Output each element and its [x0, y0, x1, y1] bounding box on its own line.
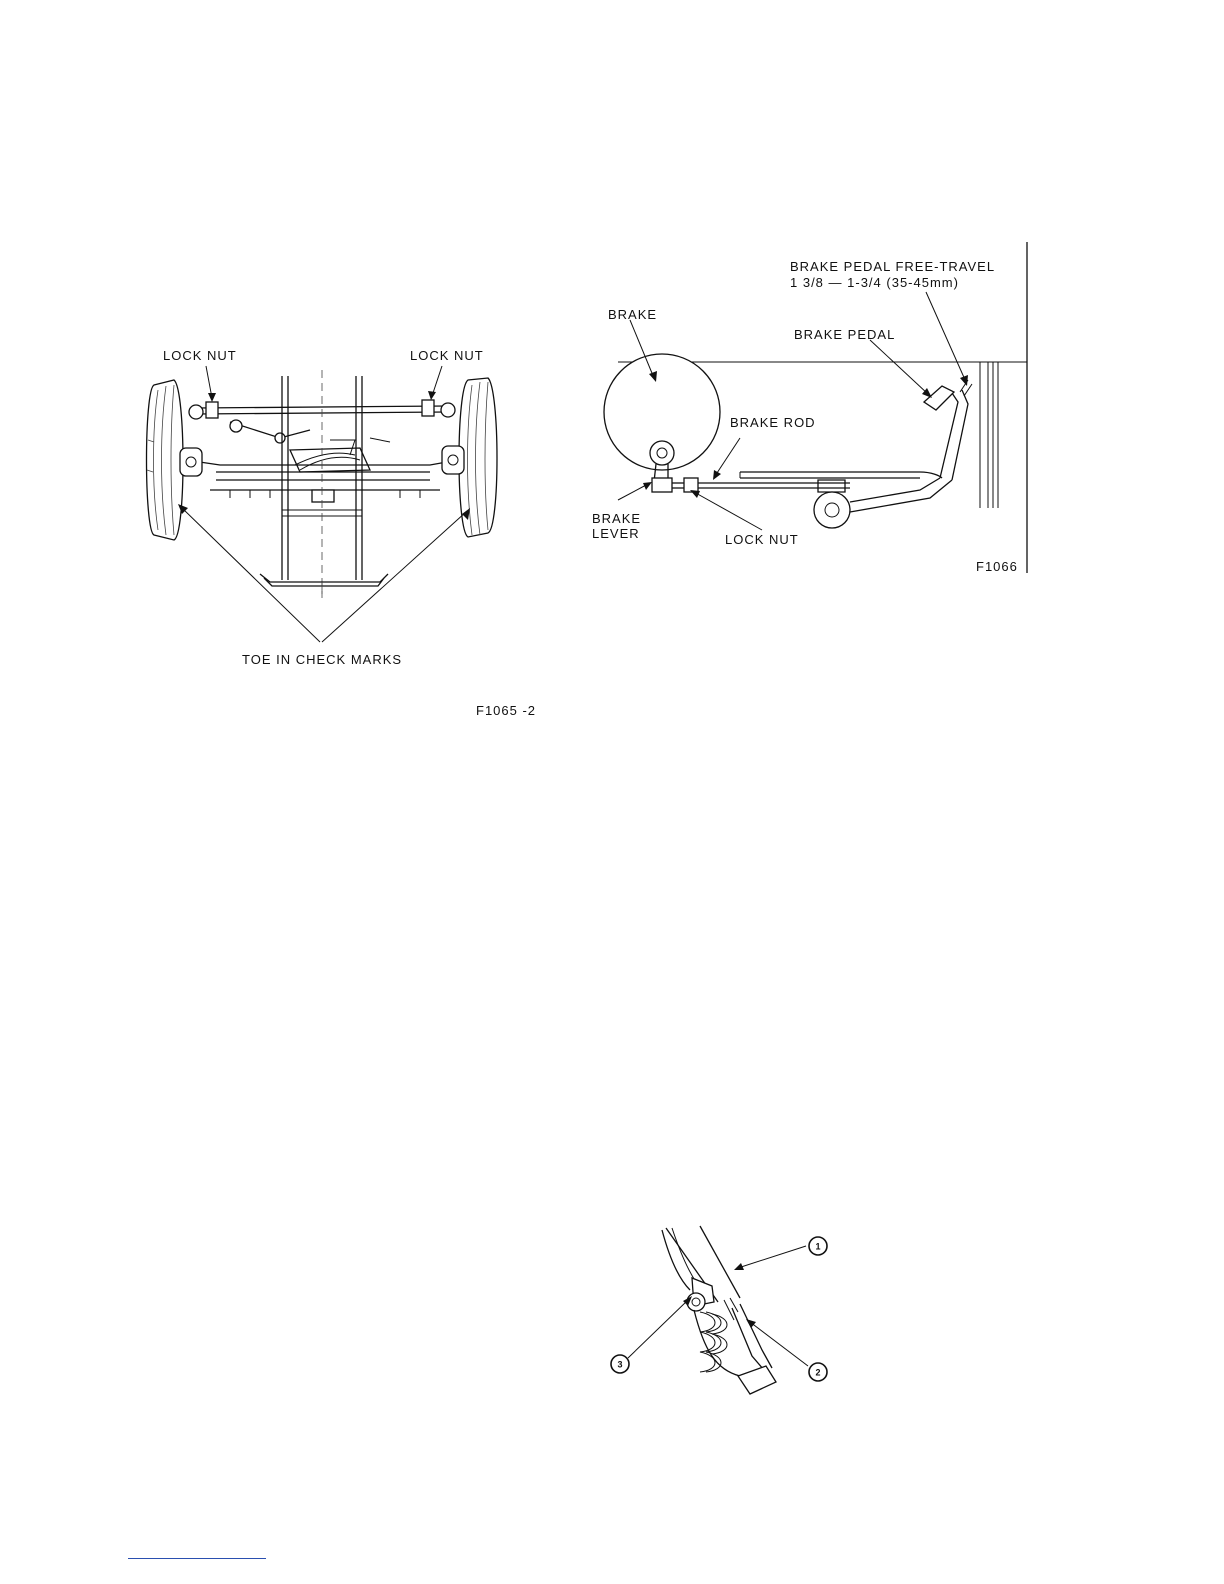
- left-tire: [147, 380, 184, 540]
- brake-lever-label-line1: BRAKE: [592, 511, 642, 526]
- brake-pedal-label: BRAKE PEDAL: [794, 327, 896, 342]
- lock-nut-left-label: LOCK NUT: [163, 348, 237, 363]
- brake-lever-label-line2: LEVER: [592, 526, 640, 541]
- svg-text:2: 2: [815, 1367, 821, 1378]
- lock-nut-label: LOCK NUT: [725, 532, 799, 547]
- frame: [260, 370, 388, 598]
- figure-id-f1066: F1066: [976, 559, 1018, 574]
- svg-text:1: 1: [815, 1241, 821, 1252]
- toe-in-check-marks-label: TOE IN CHECK MARKS: [242, 652, 403, 667]
- brake-rod-label: BRAKE ROD: [730, 415, 816, 430]
- pedal-assembly: [662, 1226, 776, 1394]
- callout-1: [809, 1237, 827, 1255]
- brake-linkage-diagram: [590, 240, 1040, 585]
- pedal-arm: [740, 390, 968, 528]
- svg-text:3: 3: [617, 1359, 623, 1370]
- figure-id-f1065: F1065 -2: [476, 703, 537, 718]
- brake-pedal-pad: [924, 380, 972, 410]
- steering-toe-in-diagram: [130, 330, 570, 730]
- lock-nut-right-label: LOCK NUT: [410, 348, 484, 363]
- free-travel-label-line1: BRAKE PEDAL FREE-TRAVEL: [790, 259, 996, 274]
- free-travel-label-line2: 1 3/8 — 1-3/4 (35-45mm): [790, 275, 959, 290]
- callout-3: [611, 1355, 629, 1373]
- pedal-detail-diagram: [600, 1220, 850, 1410]
- brake-label: BRAKE: [608, 307, 658, 322]
- callout-2: [809, 1363, 827, 1381]
- footer-rule: [128, 1558, 266, 1559]
